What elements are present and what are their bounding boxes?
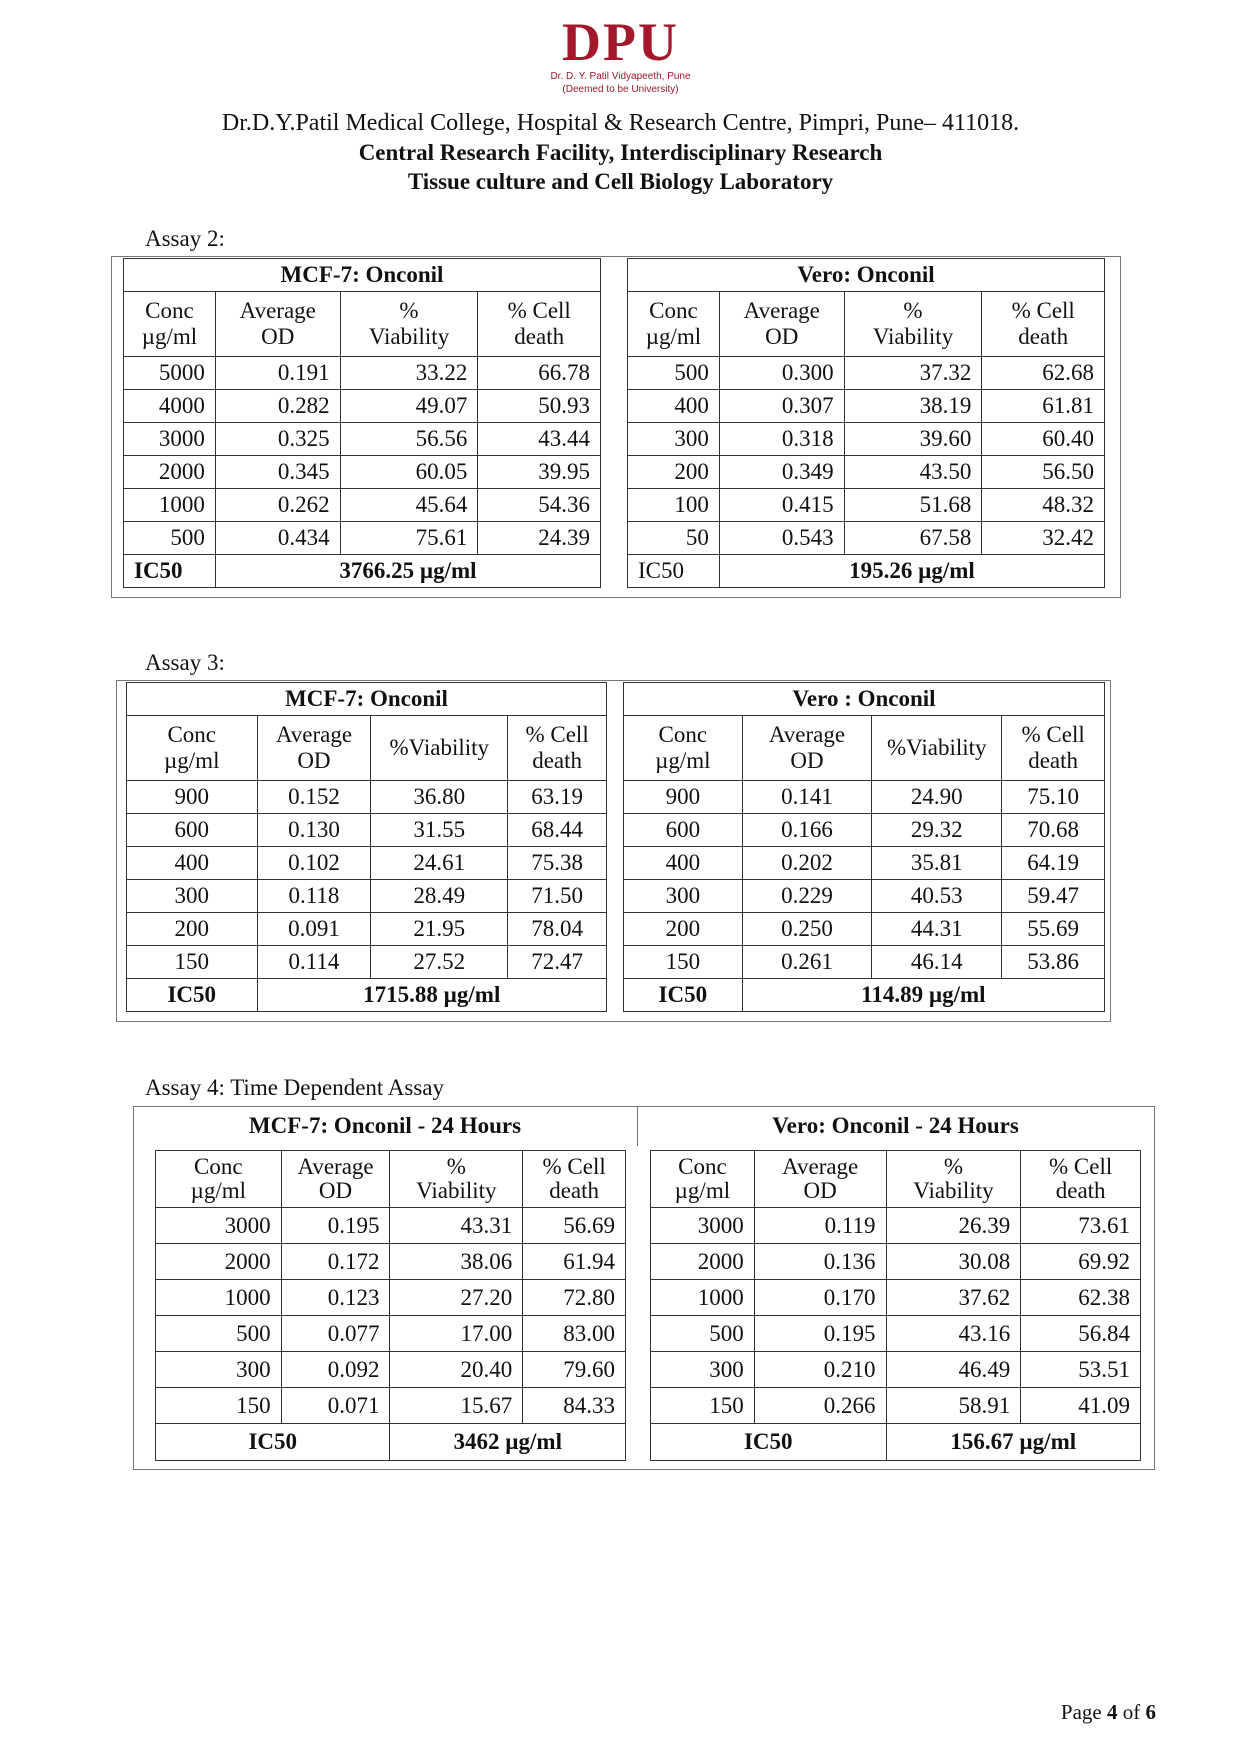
table-title: MCF-7: Onconil (124, 259, 601, 292)
col-header-cell-death: % Cell death (508, 716, 607, 781)
col-header-cell-death: % Cell death (523, 1151, 626, 1208)
col-header-viability: % Viability (340, 292, 478, 357)
ic50-label: IC50 (124, 555, 216, 588)
table-row: 200 0.091 21.95 78.04 (127, 913, 607, 946)
ic50-value: 1715.88 µg/ml (257, 979, 606, 1012)
table-title: MCF-7: Onconil (127, 683, 607, 716)
facility-name: Central Research Facility, Interdisciplinary Research (358, 140, 883, 165)
table-row: 3000 0.195 43.31 56.69 (156, 1208, 626, 1244)
institution-address: Dr.D.Y.Patil Medical College, Hospital & Research Centre, Pimpri, Pune– 411018. (221, 110, 1020, 136)
ic50-row (127, 979, 607, 1012)
table-title: Vero : Onconil (624, 683, 1105, 716)
logo-subtitle-1: Dr. D. Y. Patil Vidyapeeth, Pune (550, 71, 691, 82)
table-row: 2000 0.172 38.06 61.94 (156, 1244, 626, 1280)
col-header-od: Average OD (754, 1151, 886, 1208)
assay-2-label: Assay 2: (145, 226, 225, 251)
university-logo (0, 14, 1241, 96)
table-row: 150 0.114 27.52 72.47 (127, 946, 607, 979)
table-row: 300 0.210 46.49 53.51 (651, 1352, 1141, 1388)
col-header-viability: %Viability (371, 716, 508, 781)
col-header-od: Average OD (281, 1151, 390, 1208)
table-row: 300 0.118 28.49 71.50 (127, 880, 607, 913)
col-header-cell-death: % Cell death (478, 292, 601, 357)
table-row: 900 0.141 24.90 75.10 (624, 781, 1105, 814)
col-header-viability: % Viability (844, 292, 982, 357)
logo-subtitle-2: (Deemed to be University) (562, 84, 679, 95)
col-header-cell-death: % Cell death (1021, 1151, 1141, 1208)
col-header-cell-death: % Cell death (982, 292, 1105, 357)
col-header-conc: Conc µg/ml (124, 292, 216, 357)
table-row: 3000 0.325 56.56 43.44 (124, 423, 601, 456)
table-title: Vero: Onconil (628, 259, 1105, 292)
table-row: 600 0.166 29.32 70.68 (624, 814, 1105, 847)
table-row: 900 0.152 36.80 63.19 (127, 781, 607, 814)
table-row: 5000 0.191 33.22 66.78 (124, 357, 601, 390)
assay-4-vero-title: Vero: Onconil - 24 Hours (772, 1113, 1019, 1138)
table-row: 300 0.092 20.40 79.60 (156, 1352, 626, 1388)
ic50-value: 3766.25 µg/ml (215, 555, 600, 588)
col-header-od: Average OD (719, 292, 844, 357)
table-row: 150 0.266 58.91 41.09 (651, 1388, 1141, 1424)
table-row: 50 0.543 67.58 32.42 (628, 522, 1105, 555)
assay-4-mcf7-title: MCF-7: Onconil - 24 Hours (133, 1106, 638, 1146)
ic50-value: 195.26 µg/ml (719, 555, 1104, 588)
logo-mark: DPU (562, 12, 679, 72)
table-row: 200 0.250 44.31 55.69 (624, 913, 1105, 946)
ic50-value: 3462 µg/ml (390, 1424, 626, 1461)
col-header-conc: Conc µg/ml (651, 1151, 755, 1208)
page-number: Page 4 of 6 (1060, 1700, 1156, 1724)
ic50-row (628, 555, 1105, 588)
ic50-row (651, 1424, 1141, 1461)
col-header-viability: % Viability (390, 1151, 523, 1208)
table-row: 400 0.202 35.81 64.19 (624, 847, 1105, 880)
ic50-value: 114.89 µg/ml (742, 979, 1104, 1012)
lab-name: Tissue culture and Cell Biology Laboratory (407, 169, 834, 194)
table-row: 4000 0.282 49.07 50.93 (124, 390, 601, 423)
ic50-label: IC50 (624, 979, 743, 1012)
col-header-od: Average OD (257, 716, 371, 781)
assay-4-vero-table (650, 1150, 1141, 1461)
table-row: 500 0.434 75.61 24.39 (124, 522, 601, 555)
assay-2-mcf7-table (123, 258, 601, 588)
table-row: 3000 0.119 26.39 73.61 (651, 1208, 1141, 1244)
table-row: 600 0.130 31.55 68.44 (127, 814, 607, 847)
table-row: 2000 0.136 30.08 69.92 (651, 1244, 1141, 1280)
table-row: 400 0.102 24.61 75.38 (127, 847, 607, 880)
table-row: 500 0.195 43.16 56.84 (651, 1316, 1141, 1352)
assay-3-mcf7-table (126, 682, 607, 1012)
col-header-viability: %Viability (872, 716, 1002, 781)
table-row: 300 0.318 39.60 60.40 (628, 423, 1105, 456)
ic50-value: 156.67 µg/ml (886, 1424, 1140, 1461)
assay-4-mcf7-table (155, 1150, 626, 1461)
col-header-conc: Conc µg/ml (156, 1151, 282, 1208)
ic50-label: IC50 (628, 555, 720, 588)
table-row: 1000 0.262 45.64 54.36 (124, 489, 601, 522)
table-row: 1000 0.170 37.62 62.38 (651, 1280, 1141, 1316)
table-row: 100 0.415 51.68 48.32 (628, 489, 1105, 522)
col-header-conc: Conc µg/ml (127, 716, 258, 781)
table-row: 150 0.261 46.14 53.86 (624, 946, 1105, 979)
col-header-cell-death: % Cell death (1002, 716, 1105, 781)
ic50-label: IC50 (156, 1424, 390, 1461)
col-header-conc: Conc µg/ml (628, 292, 720, 357)
table-row: 150 0.071 15.67 84.33 (156, 1388, 626, 1424)
table-row: 200 0.349 43.50 56.50 (628, 456, 1105, 489)
table-row: 300 0.229 40.53 59.47 (624, 880, 1105, 913)
assay-3-vero-table (623, 682, 1105, 1012)
table-row: 2000 0.345 60.05 39.95 (124, 456, 601, 489)
col-header-od: Average OD (215, 292, 340, 357)
table-row: 500 0.300 37.32 62.68 (628, 357, 1105, 390)
col-header-viability: % Viability (886, 1151, 1021, 1208)
table-row: 400 0.307 38.19 61.81 (628, 390, 1105, 423)
assay-3-label: Assay 3: (145, 650, 225, 675)
ic50-row (624, 979, 1105, 1012)
table-row: 500 0.077 17.00 83.00 (156, 1316, 626, 1352)
ic50-label: IC50 (651, 1424, 887, 1461)
ic50-label: IC50 (127, 979, 258, 1012)
table-row: 1000 0.123 27.20 72.80 (156, 1280, 626, 1316)
assay-2-vero-table (627, 258, 1105, 588)
ic50-row (124, 555, 601, 588)
assay-4-label: Assay 4: Time Dependent Assay (145, 1075, 444, 1100)
col-header-od: Average OD (742, 716, 872, 781)
col-header-conc: Conc µg/ml (624, 716, 743, 781)
ic50-row (156, 1424, 626, 1461)
